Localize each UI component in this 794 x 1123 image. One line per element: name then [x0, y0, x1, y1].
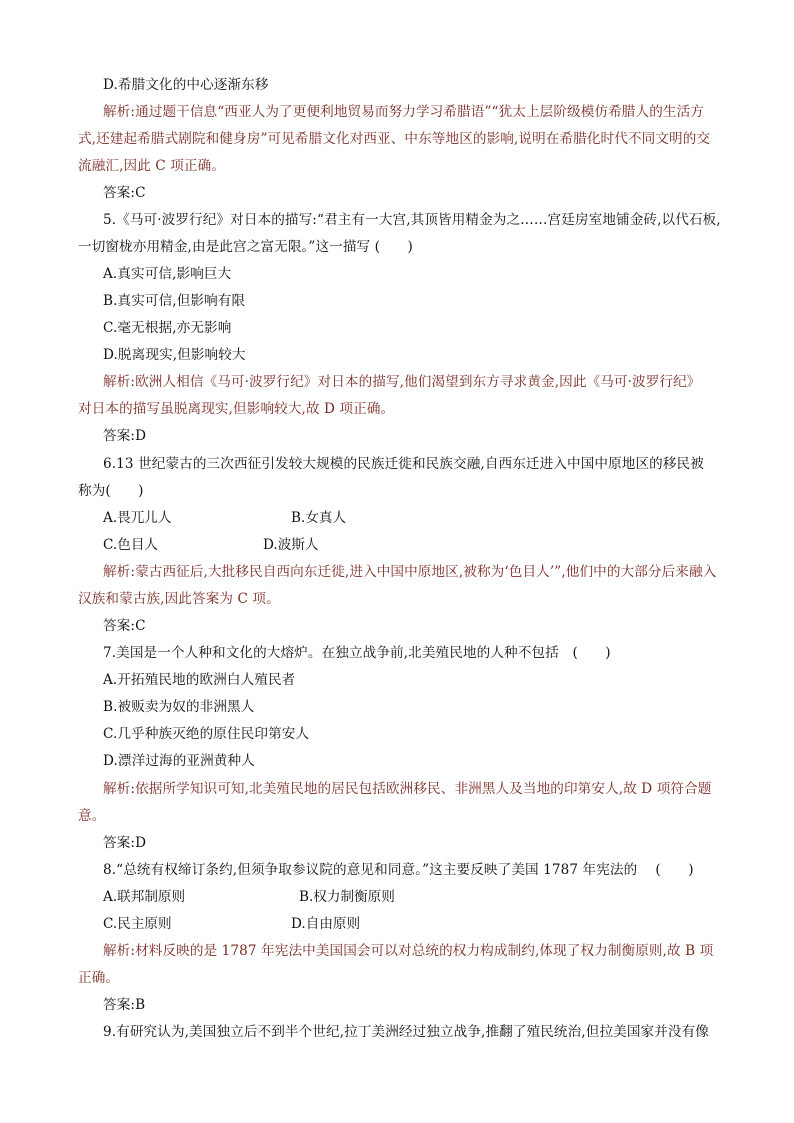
- q8-option-d: D.自由原则: [291, 916, 361, 932]
- q8-analysis-line-2: 正确。: [78, 970, 120, 986]
- q7-option-c: C.几乎种族灭绝的原住民印第安人: [103, 726, 310, 742]
- q4-answer: 答案:C: [103, 185, 146, 201]
- q5-analysis-line-2: 对日本的描写虽脱离现实,但影响较大,故 D 项正确。: [78, 401, 395, 417]
- q5-analysis-line-1: 解析:欧洲人相信《马可·波罗行纪》对日本的描写,他们渴望到东方寻求黄金,因此《马可·波罗行纪》: [103, 374, 701, 390]
- q5-option-b: B.真实可信,但影响有限: [103, 293, 246, 309]
- q6-option-d: D.波斯人: [263, 537, 319, 553]
- q5-option-d: D.脱离现实,但影响较大: [103, 347, 246, 363]
- q4-analysis-line-1: 解析:通过题干信息“西亚人为了更便利地贸易而努力学习希腊语”“犹太上层阶级模仿希腊人的生活方: [103, 104, 704, 120]
- q6-answer: 答案:C: [103, 618, 146, 634]
- q7-option-b: B.被贩卖为奴的非洲黑人: [103, 699, 255, 715]
- q8-analysis-line-1: 解析:材料反映的是 1787 年宪法中美国国会可以对总统的权力构成制约,体现了权力制衡原则,故 B 项: [103, 943, 714, 959]
- q7-stem: 7.美国是一个人种和文化的大熔炉。在独立战争前,北美殖民地的人种不包括 ( ): [103, 645, 611, 661]
- q4-analysis-line-2: 式,还建起希腊式剧院和健身房”可见希腊文化对西亚、中东等地区的影响,说明在希腊化时代不同文明的交: [78, 131, 711, 147]
- q8-stem: 8.“总统有权缔订条约,但须争取参议院的意见和同意。”这主要反映了美国 1787 年宪法的 ( ): [103, 862, 694, 878]
- q7-answer: 答案:D: [103, 835, 147, 851]
- q6-option-a: A.畏兀儿人: [103, 510, 172, 526]
- q7-analysis-line-1: 解析:依据所学知识可知,北美殖民地的居民包括欧洲移民、非洲黑人及当地的印第安人,故 D 项符合题: [103, 781, 712, 797]
- q9-stem-line-1: 9.有研究认为,美国独立后不到半个世纪,拉丁美洲经过独立战争,推翻了殖民统治,但拉美国家并没有像: [103, 1024, 709, 1040]
- q6-stem-line-1: 6.13 世纪蒙古的三次西征引发较大规模的民族迁徙和民族交融,自西东迁进入中国中原地区的移民被: [103, 456, 704, 472]
- q6-stem-line-2: 称为( ): [78, 483, 144, 499]
- q7-option-a: A.开拓殖民地的欧洲白人殖民者: [103, 672, 296, 688]
- q7-analysis-line-2: 意。: [78, 808, 106, 824]
- q5-answer: 答案:D: [103, 428, 147, 444]
- q5-option-a: A.真实可信,影响巨大: [103, 266, 232, 282]
- q7-option-d: D.漂洋过海的亚洲黄种人: [103, 753, 255, 769]
- q5-stem-line-2: 一切窗栊亦用精金,由是此宫之富无限。”这一描写 ( ): [78, 239, 413, 255]
- q8-option-c: C.民主原则: [103, 916, 172, 932]
- q6-analysis-line-2: 汉族和蒙古族,因此答案为 C 项。: [78, 591, 280, 607]
- q6-analysis-line-1: 解析:蒙古西征后,大批移民自西向东迁徙,进入中国中原地区,被称为‘色目人’”,他们中的大部分后来融入: [103, 564, 717, 580]
- q5-option-c: C.毫无根据,亦无影响: [103, 320, 232, 336]
- q8-option-a: A.联邦制原则: [103, 889, 186, 905]
- q8-answer: 答案:B: [103, 997, 146, 1013]
- q6-option-b: B.女真人: [291, 510, 347, 526]
- q4-option-d: D.希腊文化的中心逐渐东移: [103, 77, 269, 93]
- q8-option-b: B.权力制衡原则: [299, 889, 395, 905]
- q6-option-c: C.色目人: [103, 537, 159, 553]
- q5-stem-line-1: 5.《马可·波罗行纪》对日本的描写:“君主有一大宫,其顶皆用精金为之……宫廷房室地铺金砖,以代石板,: [103, 212, 721, 228]
- q4-analysis-line-3: 流融汇,因此 C 项正确。: [78, 158, 226, 174]
